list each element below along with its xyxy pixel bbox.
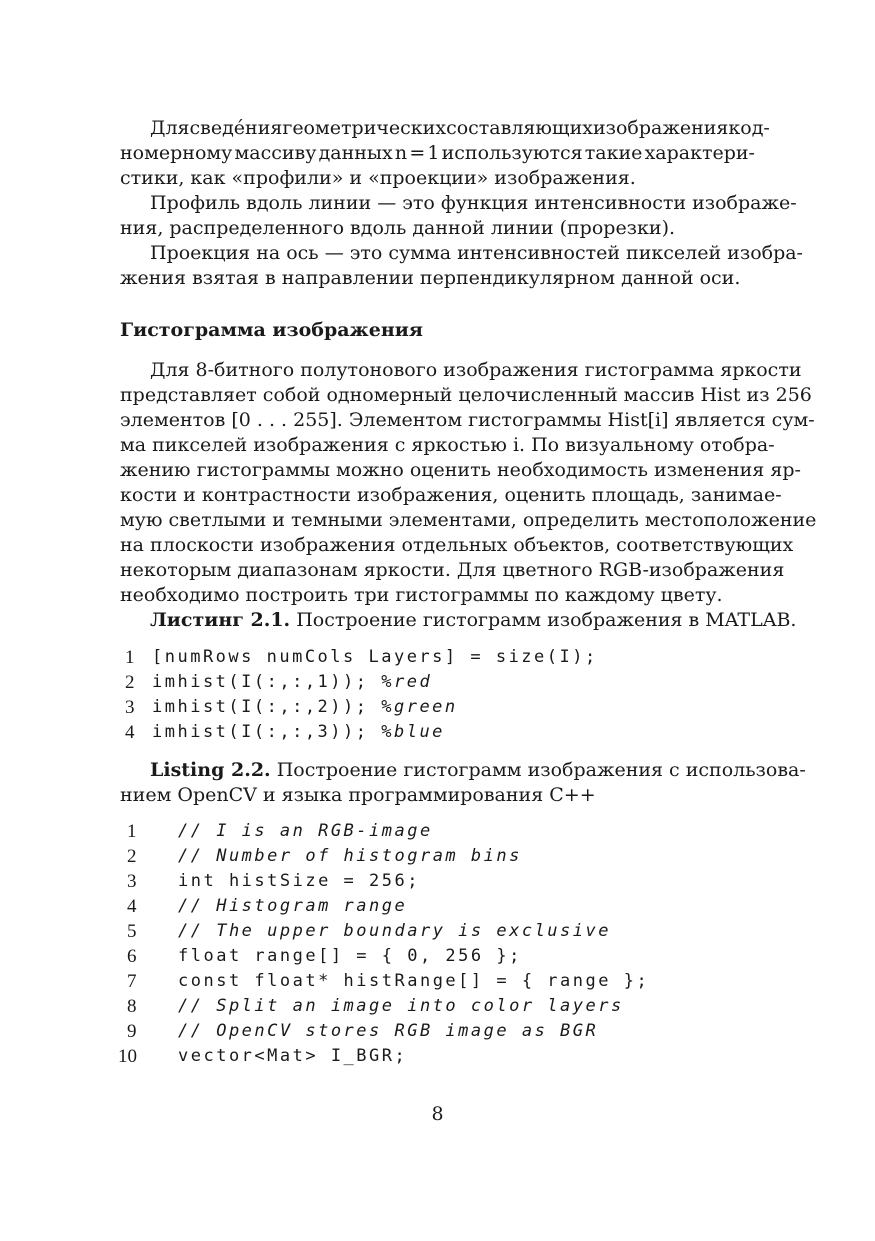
listing2-line-number: 4: [127, 896, 137, 917]
listing2-code-line: // Number of histogram bins: [178, 846, 522, 866]
listing2-code-line: const float* histRange[] = { range };: [178, 971, 650, 991]
listing1-line-number: 3: [125, 697, 135, 718]
para1-line3: стики, как «профили» и «проекции» изображения.: [120, 167, 636, 189]
para3-line2: жения взятая в направлении перпендикулярном данной оси.: [120, 267, 741, 289]
listing2-line-number: 7: [127, 971, 137, 992]
para3-line1: Проекция на ось — это сумма интенсивностей пикселей изобра-: [150, 242, 803, 264]
para4-line9: некоторым диапазонам яркости. Для цветного RGB-изображения: [120, 559, 785, 581]
para1-line1: Для сведе́ния геометрических составляющих изображения к од-: [150, 117, 770, 139]
listing2-code-line: int histSize = 256;: [178, 871, 420, 891]
para4-line10: необходимо построить три гистограммы по каждому цвету.: [120, 584, 723, 606]
listing2-caption-line2: нием OpenCV и языка программирования C++: [120, 784, 596, 806]
listing1-code-line: [numRows numCols Layers] = size(I);: [152, 647, 598, 667]
listing2-code-line: // Split an image into color layers: [178, 996, 624, 1016]
listing2-line-number: 6: [127, 946, 137, 967]
listing2-line-number: 8: [127, 996, 137, 1017]
para4-line6: кости и контрастности изображения, оценить площадь, занимае-: [120, 484, 782, 506]
listing1-line-number: 2: [125, 672, 135, 693]
para2-line2: ния, распределенного вдоль данной линии (прорезки).: [120, 217, 676, 239]
listing2-line-number: 10: [118, 1046, 137, 1067]
para2-line1: Профиль вдоль линии — это функция интенсивности изображе-: [150, 192, 797, 214]
para4-line1: Для 8-битного полутонового изображения гистограмма яркости: [150, 359, 802, 381]
para4-line3: элементов [0 . . . 255]. Элементом гистограммы Hist[i] является сум-: [120, 409, 815, 431]
para4-line4: ма пикселей изображения с яркостью i. По визуальному отобра-: [120, 434, 775, 456]
listing1-code-line: imhist(I(:,:,1)); %red: [152, 672, 433, 692]
listing1-line-number: 4: [125, 722, 135, 743]
page-number: 8: [431, 1103, 444, 1125]
listing2-line-number: 2: [127, 846, 137, 867]
para4-line2: представляет собой одномерный целочисленный массив Hist из 256: [120, 384, 812, 406]
listing2-code-line: // OpenCV stores RGB image as BGR: [178, 1021, 599, 1041]
listing2-line-number: 9: [127, 1021, 137, 1042]
para4-line7: мую светлыми и темными элементами, определить местоположение: [120, 509, 817, 531]
listing2-code-line: // I is an RGB-image: [178, 821, 433, 841]
listing1-label: Листинг 2.1.: [150, 609, 291, 631]
listing2-label: Listing 2.2.: [150, 759, 271, 781]
listing2-code-line: // The upper boundary is exclusive: [178, 921, 611, 941]
listing2-line-number: 3: [127, 871, 137, 892]
listing1-caption: [150, 608, 796, 633]
listing1-caption-text: Построение гистограмм изображения в MATLAB.: [296, 609, 797, 631]
listing2-code-line: float range[] = { 0, 256 };: [178, 946, 522, 966]
listing2-code-line: vector<Mat> I_BGR;: [178, 1046, 408, 1066]
listing2-line-number: 5: [127, 921, 137, 942]
para4-line5: жению гистограммы можно оценить необходимость изменения яр-: [120, 459, 801, 481]
listing1-line-number: 1: [125, 647, 135, 668]
listing2-caption-line1: Listing 2.2. Построение гистограмм изображения с использова-: [150, 759, 806, 781]
para4-line8: на плоскости изображения отдельных объектов, соответствующих: [120, 534, 794, 556]
listing1-code-line: imhist(I(:,:,2)); %green: [152, 697, 458, 717]
section-heading: Гистограмма изображения: [120, 319, 423, 341]
listing2-line-number: 1: [127, 821, 137, 842]
listing1-code-line: imhist(I(:,:,3)); %blue: [152, 722, 445, 742]
listing2-code-line: // Histogram range: [178, 896, 408, 916]
para1-line2: номерному массиву данных n = 1 используются такие характери-: [120, 142, 755, 164]
